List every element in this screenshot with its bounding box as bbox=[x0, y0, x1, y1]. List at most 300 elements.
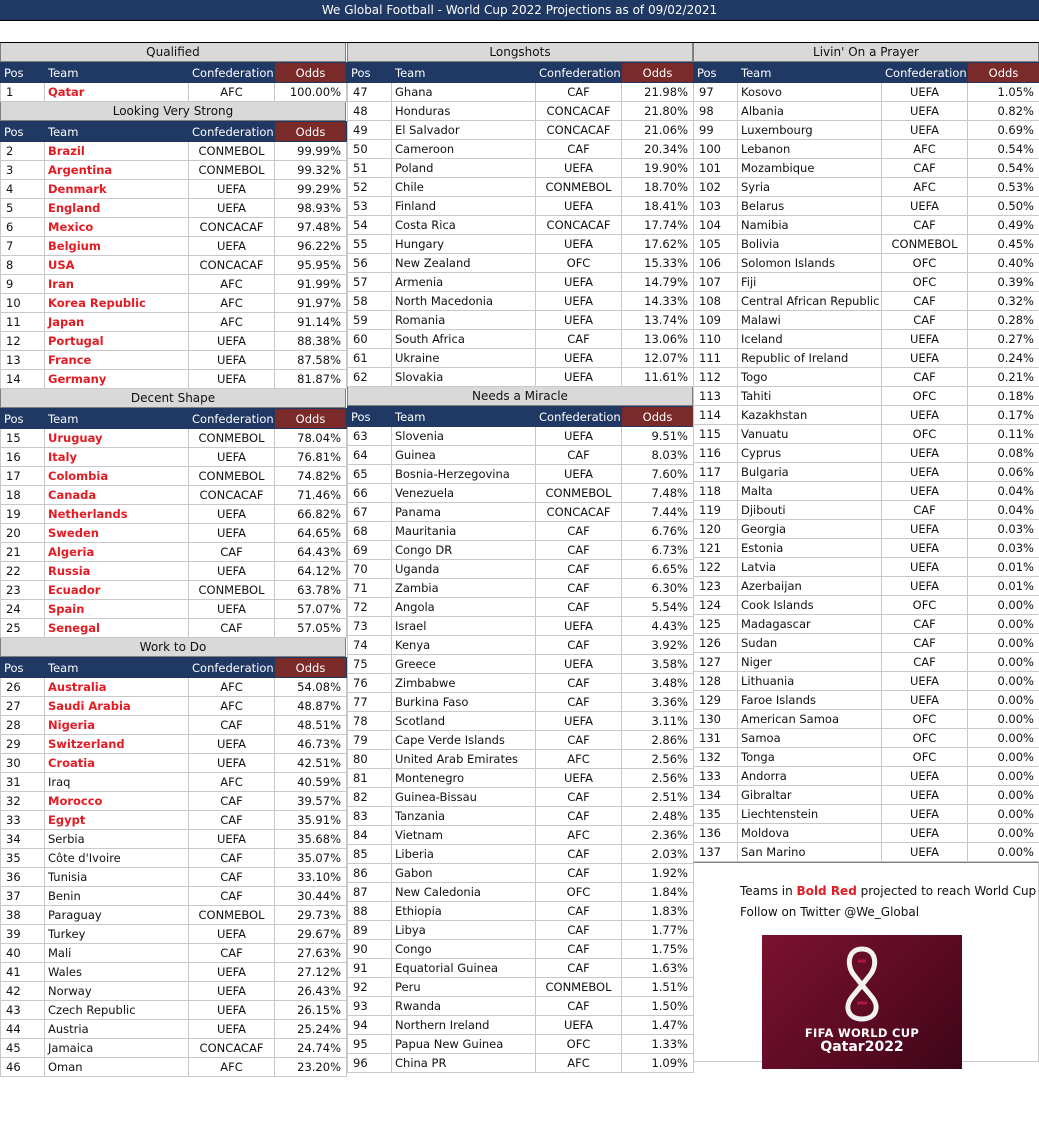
confederation-cell: AFC bbox=[189, 83, 275, 102]
table-row bbox=[348, 178, 694, 197]
odds-cell: 0.27% bbox=[968, 330, 1039, 349]
team-cell: Cameroon bbox=[392, 140, 536, 159]
pos-cell: 111 bbox=[694, 349, 738, 368]
pos-cell: 23 bbox=[1, 581, 45, 600]
odds-cell: 21.80% bbox=[622, 102, 694, 121]
table-row bbox=[694, 178, 1039, 197]
odds-cell: 71.46% bbox=[275, 486, 347, 505]
confederation-cell: CONMEBOL bbox=[189, 142, 275, 161]
team-header: Team bbox=[45, 409, 189, 429]
odds-cell: 1.09% bbox=[622, 1054, 694, 1073]
team-cell: Morocco bbox=[45, 792, 189, 811]
table-row bbox=[348, 959, 694, 978]
table-row bbox=[694, 501, 1039, 520]
table-row bbox=[1, 1020, 347, 1039]
odds-cell: 54.08% bbox=[275, 678, 347, 697]
pos-cell: 1 bbox=[1, 83, 45, 102]
column-2 bbox=[347, 43, 693, 1073]
team-cell: Ukraine bbox=[392, 349, 536, 368]
team-cell: Denmark bbox=[45, 180, 189, 199]
team-cell: Australia bbox=[45, 678, 189, 697]
projection-table bbox=[693, 62, 1039, 862]
team-header: Team bbox=[45, 122, 189, 142]
table-row bbox=[1, 925, 347, 944]
odds-cell: 96.22% bbox=[275, 237, 347, 256]
team-cell: Canada bbox=[45, 486, 189, 505]
pos-cell: 116 bbox=[694, 444, 738, 463]
pos-cell: 5 bbox=[1, 199, 45, 218]
confederation-cell: UEFA bbox=[536, 349, 622, 368]
odds-cell: 1.50% bbox=[622, 997, 694, 1016]
team-cell: Paraguay bbox=[45, 906, 189, 925]
team-cell: North Macedonia bbox=[392, 292, 536, 311]
confederation-cell: CAF bbox=[189, 543, 275, 562]
table-row bbox=[348, 102, 694, 121]
pos-cell: 128 bbox=[694, 672, 738, 691]
odds-cell: 64.43% bbox=[275, 543, 347, 562]
odds-cell: 64.12% bbox=[275, 562, 347, 581]
odds-header: Odds bbox=[622, 63, 694, 83]
odds-cell: 0.04% bbox=[968, 501, 1039, 520]
table-row bbox=[348, 826, 694, 845]
table-row bbox=[1, 982, 347, 1001]
team-cell: Cook Islands bbox=[738, 596, 882, 615]
legend-note bbox=[693, 862, 1039, 1062]
table-row bbox=[348, 769, 694, 788]
pos-cell: 29 bbox=[1, 735, 45, 754]
table-row bbox=[348, 121, 694, 140]
odds-cell: 91.99% bbox=[275, 275, 347, 294]
confederation-cell: CONCACAF bbox=[536, 503, 622, 522]
pos-cell: 121 bbox=[694, 539, 738, 558]
odds-cell: 0.00% bbox=[968, 767, 1039, 786]
team-cell: Faroe Islands bbox=[738, 691, 882, 710]
pos-cell: 15 bbox=[1, 429, 45, 448]
team-cell: Lebanon bbox=[738, 140, 882, 159]
table-row bbox=[348, 273, 694, 292]
confederation-cell: CONMEBOL bbox=[189, 429, 275, 448]
team-cell: Tahiti bbox=[738, 387, 882, 406]
table-row bbox=[1, 944, 347, 963]
table-row bbox=[694, 330, 1039, 349]
pos-cell: 65 bbox=[348, 465, 392, 484]
table-row bbox=[348, 541, 694, 560]
team-cell: Guinea-Bissau bbox=[392, 788, 536, 807]
odds-cell: 13.06% bbox=[622, 330, 694, 349]
odds-cell: 26.15% bbox=[275, 1001, 347, 1020]
pos-cell: 26 bbox=[1, 678, 45, 697]
confederation-cell: AFC bbox=[189, 275, 275, 294]
pos-cell: 38 bbox=[1, 906, 45, 925]
table-row bbox=[348, 140, 694, 159]
odds-cell: 18.70% bbox=[622, 178, 694, 197]
odds-cell: 48.51% bbox=[275, 716, 347, 735]
team-header: Team bbox=[45, 658, 189, 678]
pos-cell: 130 bbox=[694, 710, 738, 729]
table-row bbox=[348, 216, 694, 235]
pos-cell: 105 bbox=[694, 235, 738, 254]
table-row bbox=[348, 349, 694, 368]
table-row bbox=[348, 292, 694, 311]
confederation-cell: CAF bbox=[536, 522, 622, 541]
table-row bbox=[1, 543, 347, 562]
pos-cell: 133 bbox=[694, 767, 738, 786]
team-cell: Iraq bbox=[45, 773, 189, 792]
pos-cell: 32 bbox=[1, 792, 45, 811]
team-cell: Nigeria bbox=[45, 716, 189, 735]
odds-cell: 23.20% bbox=[275, 1058, 347, 1077]
logo-line-2: Qatar2022 bbox=[762, 1037, 962, 1058]
odds-cell: 3.36% bbox=[622, 693, 694, 712]
confederation-cell: UEFA bbox=[189, 505, 275, 524]
odds-cell: 6.73% bbox=[622, 541, 694, 560]
odds-cell: 7.44% bbox=[622, 503, 694, 522]
confederation-cell: UEFA bbox=[189, 351, 275, 370]
pos-cell: 100 bbox=[694, 140, 738, 159]
odds-cell: 27.63% bbox=[275, 944, 347, 963]
team-cell: Guinea bbox=[392, 446, 536, 465]
table-row bbox=[1, 294, 347, 313]
column-3-tables bbox=[693, 43, 1039, 862]
odds-cell: 0.54% bbox=[968, 159, 1039, 178]
section bbox=[347, 387, 693, 1073]
table-row bbox=[348, 712, 694, 731]
confederation-cell: CONMEBOL bbox=[536, 178, 622, 197]
pos-cell: 92 bbox=[348, 978, 392, 997]
legend-text-pre: Teams in bbox=[740, 884, 797, 898]
odds-cell: 2.48% bbox=[622, 807, 694, 826]
table-row bbox=[694, 368, 1039, 387]
confederation-cell: UEFA bbox=[536, 311, 622, 330]
confederation-cell: CAF bbox=[536, 636, 622, 655]
table-row bbox=[694, 216, 1039, 235]
pos-cell: 14 bbox=[1, 370, 45, 389]
confederation-cell: UEFA bbox=[536, 273, 622, 292]
confederation-cell: UEFA bbox=[189, 830, 275, 849]
odds-cell: 3.48% bbox=[622, 674, 694, 693]
pos-cell: 101 bbox=[694, 159, 738, 178]
odds-cell: 0.00% bbox=[968, 596, 1039, 615]
confederation-cell: CAF bbox=[882, 615, 968, 634]
odds-cell: 0.00% bbox=[968, 786, 1039, 805]
pos-cell: 56 bbox=[348, 254, 392, 273]
odds-cell: 0.00% bbox=[968, 634, 1039, 653]
odds-cell: 0.00% bbox=[968, 672, 1039, 691]
odds-cell: 91.97% bbox=[275, 294, 347, 313]
pos-cell: 10 bbox=[1, 294, 45, 313]
table-row bbox=[1, 161, 347, 180]
pos-cell: 52 bbox=[348, 178, 392, 197]
team-cell: Tonga bbox=[738, 748, 882, 767]
odds-cell: 35.68% bbox=[275, 830, 347, 849]
odds-cell: 3.92% bbox=[622, 636, 694, 655]
pos-cell: 11 bbox=[1, 313, 45, 332]
pos-cell: 102 bbox=[694, 178, 738, 197]
table-row bbox=[694, 159, 1039, 178]
pos-cell: 13 bbox=[1, 351, 45, 370]
confederation-cell: CAF bbox=[189, 619, 275, 638]
pos-cell: 119 bbox=[694, 501, 738, 520]
confederation-cell: OFC bbox=[882, 425, 968, 444]
table-row bbox=[1, 1058, 347, 1077]
odds-cell: 2.56% bbox=[622, 750, 694, 769]
confederation-cell: UEFA bbox=[536, 712, 622, 731]
pos-cell: 21 bbox=[1, 543, 45, 562]
odds-header: Odds bbox=[275, 409, 347, 429]
pos-cell: 122 bbox=[694, 558, 738, 577]
pos-cell: 31 bbox=[1, 773, 45, 792]
team-cell: Switzerland bbox=[45, 735, 189, 754]
page-title: We Global Football - World Cup 2022 Projections as of 09/02/2021 bbox=[0, 0, 1039, 21]
team-cell: San Marino bbox=[738, 843, 882, 862]
team-cell: Togo bbox=[738, 368, 882, 387]
pos-cell: 84 bbox=[348, 826, 392, 845]
team-cell: Vanuatu bbox=[738, 425, 882, 444]
pos-cell: 6 bbox=[1, 218, 45, 237]
table-row bbox=[694, 558, 1039, 577]
pos-cell: 97 bbox=[694, 83, 738, 102]
odds-cell: 81.87% bbox=[275, 370, 347, 389]
table-row bbox=[694, 786, 1039, 805]
section-title: Needs a Miracle bbox=[347, 387, 693, 406]
confederation-cell: UEFA bbox=[189, 370, 275, 389]
confederation-cell: UEFA bbox=[536, 1016, 622, 1035]
table-row bbox=[1, 963, 347, 982]
odds-cell: 46.73% bbox=[275, 735, 347, 754]
team-cell: Mozambique bbox=[738, 159, 882, 178]
team-cell: Tanzania bbox=[392, 807, 536, 826]
pos-cell: 126 bbox=[694, 634, 738, 653]
odds-cell: 91.14% bbox=[275, 313, 347, 332]
confederation-cell: UEFA bbox=[882, 102, 968, 121]
team-cell: Korea Republic bbox=[45, 294, 189, 313]
pos-cell: 120 bbox=[694, 520, 738, 539]
odds-cell: 39.57% bbox=[275, 792, 347, 811]
confederation-cell: CONMEBOL bbox=[882, 235, 968, 254]
pos-cell: 127 bbox=[694, 653, 738, 672]
team-cell: Niger bbox=[738, 653, 882, 672]
section-title: Livin' On a Prayer bbox=[693, 43, 1039, 62]
team-cell: Venezuela bbox=[392, 484, 536, 503]
team-cell: Italy bbox=[45, 448, 189, 467]
pos-header: Pos bbox=[694, 63, 738, 83]
pos-cell: 136 bbox=[694, 824, 738, 843]
confederation-cell: OFC bbox=[882, 710, 968, 729]
confederation-cell: OFC bbox=[882, 729, 968, 748]
confederation-cell: CAF bbox=[882, 501, 968, 520]
section bbox=[0, 638, 346, 1077]
confederation-cell: CAF bbox=[536, 807, 622, 826]
table-row bbox=[348, 254, 694, 273]
team-cell: Sweden bbox=[45, 524, 189, 543]
table-row bbox=[348, 902, 694, 921]
team-cell: Gabon bbox=[392, 864, 536, 883]
confederation-cell: CONMEBOL bbox=[189, 906, 275, 925]
odds-cell: 1.33% bbox=[622, 1035, 694, 1054]
pos-cell: 106 bbox=[694, 254, 738, 273]
team-cell: Congo DR bbox=[392, 541, 536, 560]
team-cell: Namibia bbox=[738, 216, 882, 235]
pos-cell: 61 bbox=[348, 349, 392, 368]
team-cell: Russia bbox=[45, 562, 189, 581]
team-cell: South Africa bbox=[392, 330, 536, 349]
odds-cell: 64.65% bbox=[275, 524, 347, 543]
odds-cell: 2.03% bbox=[622, 845, 694, 864]
pos-header: Pos bbox=[1, 122, 45, 142]
pos-cell: 2 bbox=[1, 142, 45, 161]
twitter-follow: Follow on Twitter @We_Global bbox=[740, 902, 1038, 923]
table-row bbox=[694, 767, 1039, 786]
table-row bbox=[1, 351, 347, 370]
confederation-header: Confederation bbox=[536, 407, 622, 427]
pos-cell: 30 bbox=[1, 754, 45, 773]
odds-cell: 0.40% bbox=[968, 254, 1039, 273]
pos-cell: 9 bbox=[1, 275, 45, 294]
odds-cell: 6.65% bbox=[622, 560, 694, 579]
confederation-cell: CAF bbox=[882, 634, 968, 653]
pos-cell: 76 bbox=[348, 674, 392, 693]
confederation-cell: UEFA bbox=[882, 121, 968, 140]
header-row bbox=[348, 63, 694, 83]
team-cell: Liechtenstein bbox=[738, 805, 882, 824]
odds-cell: 0.03% bbox=[968, 520, 1039, 539]
team-cell: Costa Rica bbox=[392, 216, 536, 235]
team-cell: Albania bbox=[738, 102, 882, 121]
team-cell: Brazil bbox=[45, 142, 189, 161]
team-cell: Bolivia bbox=[738, 235, 882, 254]
confederation-cell: CAF bbox=[536, 864, 622, 883]
team-cell: Samoa bbox=[738, 729, 882, 748]
confederation-cell: CAF bbox=[882, 368, 968, 387]
confederation-cell: UEFA bbox=[189, 524, 275, 543]
table-row bbox=[348, 636, 694, 655]
confederation-cell: UEFA bbox=[536, 292, 622, 311]
pos-cell: 28 bbox=[1, 716, 45, 735]
table-row bbox=[348, 674, 694, 693]
team-cell: Benin bbox=[45, 887, 189, 906]
confederation-cell: AFC bbox=[882, 140, 968, 159]
table-row bbox=[348, 560, 694, 579]
confederation-header: Confederation bbox=[189, 409, 275, 429]
team-cell: Ghana bbox=[392, 83, 536, 102]
team-cell: New Caledonia bbox=[392, 883, 536, 902]
pos-cell: 77 bbox=[348, 693, 392, 712]
logo-line-1: FIFA WORLD CUP bbox=[762, 1023, 962, 1044]
pos-cell: 27 bbox=[1, 697, 45, 716]
table-row bbox=[694, 292, 1039, 311]
team-cell: Iran bbox=[45, 275, 189, 294]
pos-cell: 25 bbox=[1, 619, 45, 638]
pos-cell: 134 bbox=[694, 786, 738, 805]
team-cell: Portugal bbox=[45, 332, 189, 351]
table-row bbox=[1, 467, 347, 486]
table-row bbox=[1, 142, 347, 161]
pos-cell: 117 bbox=[694, 463, 738, 482]
team-header: Team bbox=[392, 407, 536, 427]
table-row bbox=[348, 978, 694, 997]
section bbox=[0, 43, 346, 102]
odds-cell: 6.76% bbox=[622, 522, 694, 541]
odds-cell: 1.47% bbox=[622, 1016, 694, 1035]
confederation-header: Confederation bbox=[882, 63, 968, 83]
odds-cell: 66.82% bbox=[275, 505, 347, 524]
odds-cell: 24.74% bbox=[275, 1039, 347, 1058]
pos-cell: 94 bbox=[348, 1016, 392, 1035]
pos-cell: 71 bbox=[348, 579, 392, 598]
odds-cell: 0.00% bbox=[968, 691, 1039, 710]
confederation-cell: AFC bbox=[189, 294, 275, 313]
confederation-cell: UEFA bbox=[882, 672, 968, 691]
odds-cell: 0.39% bbox=[968, 273, 1039, 292]
team-cell: Moldova bbox=[738, 824, 882, 843]
table-row bbox=[1, 773, 347, 792]
pos-cell: 16 bbox=[1, 448, 45, 467]
confederation-cell: CAF bbox=[882, 292, 968, 311]
team-cell: Lithuania bbox=[738, 672, 882, 691]
odds-cell: 0.21% bbox=[968, 368, 1039, 387]
table-row bbox=[348, 311, 694, 330]
confederation-cell: UEFA bbox=[189, 754, 275, 773]
odds-cell: 2.86% bbox=[622, 731, 694, 750]
confederation-cell: OFC bbox=[882, 254, 968, 273]
pos-cell: 45 bbox=[1, 1039, 45, 1058]
team-cell: Colombia bbox=[45, 467, 189, 486]
odds-cell: 0.54% bbox=[968, 140, 1039, 159]
pos-cell: 113 bbox=[694, 387, 738, 406]
table-row bbox=[348, 427, 694, 446]
team-cell: Norway bbox=[45, 982, 189, 1001]
odds-cell: 57.05% bbox=[275, 619, 347, 638]
section-title: Decent Shape bbox=[0, 389, 346, 408]
pos-cell: 131 bbox=[694, 729, 738, 748]
team-cell: Rwanda bbox=[392, 997, 536, 1016]
team-cell: Israel bbox=[392, 617, 536, 636]
section bbox=[693, 43, 1039, 862]
table-row bbox=[348, 788, 694, 807]
odds-cell: 35.91% bbox=[275, 811, 347, 830]
confederation-cell: UEFA bbox=[882, 482, 968, 501]
table-row bbox=[694, 406, 1039, 425]
confederation-cell: CAF bbox=[536, 140, 622, 159]
confederation-cell: UEFA bbox=[882, 786, 968, 805]
pos-cell: 118 bbox=[694, 482, 738, 501]
odds-cell: 1.77% bbox=[622, 921, 694, 940]
odds-cell: 0.11% bbox=[968, 425, 1039, 444]
confederation-cell: UEFA bbox=[536, 235, 622, 254]
table-row bbox=[1, 524, 347, 543]
confederation-cell: UEFA bbox=[882, 330, 968, 349]
table-row bbox=[694, 596, 1039, 615]
pos-cell: 107 bbox=[694, 273, 738, 292]
odds-cell: 13.74% bbox=[622, 311, 694, 330]
table-row bbox=[694, 634, 1039, 653]
odds-cell: 0.82% bbox=[968, 102, 1039, 121]
team-cell: Andorra bbox=[738, 767, 882, 786]
team-cell: Greece bbox=[392, 655, 536, 674]
table-row bbox=[694, 691, 1039, 710]
team-cell: Ecuador bbox=[45, 581, 189, 600]
pos-cell: 62 bbox=[348, 368, 392, 387]
pos-cell: 46 bbox=[1, 1058, 45, 1077]
table-row bbox=[348, 503, 694, 522]
team-cell: Peru bbox=[392, 978, 536, 997]
team-cell: Syria bbox=[738, 178, 882, 197]
confederation-cell: CAF bbox=[189, 716, 275, 735]
odds-cell: 0.49% bbox=[968, 216, 1039, 235]
table-row bbox=[1, 754, 347, 773]
confederation-cell: CONMEBOL bbox=[536, 484, 622, 503]
confederation-cell: UEFA bbox=[189, 180, 275, 199]
